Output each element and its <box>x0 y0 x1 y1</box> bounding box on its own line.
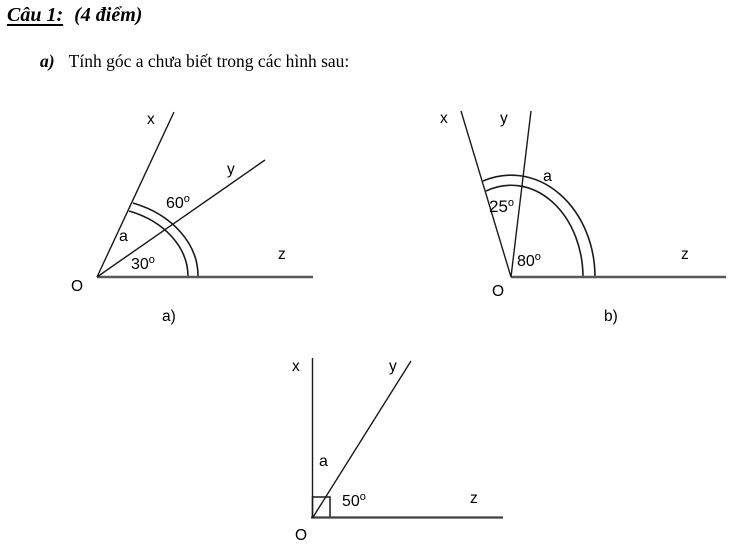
question-heading <box>7 4 142 27</box>
question-line <box>40 51 349 72</box>
angle-80-label: 80$^o$ <box>517 251 541 270</box>
diagram-b-caption: b) <box>604 308 618 325</box>
origin-label: O <box>71 278 84 295</box>
diagram-a-caption: a) <box>162 308 176 325</box>
ray-y-line <box>97 160 265 277</box>
ray-y-label: y <box>500 110 508 127</box>
angle-a-label: a <box>119 228 128 245</box>
angle-50-label: 50$^o$ <box>342 491 366 510</box>
diagram-c <box>240 350 530 545</box>
ray-x-line <box>97 112 174 277</box>
angle-25-label: 25$^o$ <box>489 197 515 216</box>
origin-label: O <box>492 283 505 300</box>
angle-a-label: a <box>319 453 328 470</box>
part-marker: a) <box>40 51 55 71</box>
ray-x-label: x <box>147 111 155 128</box>
ray-x-label: x <box>292 358 300 375</box>
ray-x-label: x <box>440 110 448 127</box>
origin-label: O <box>295 527 308 544</box>
ray-z-label: z <box>470 490 478 507</box>
question-points: (4 điểm) <box>74 4 143 26</box>
ray-z-label: z <box>681 246 689 263</box>
ray-z-label: z <box>278 246 286 263</box>
diagram-a <box>55 100 390 335</box>
diagram-b <box>420 100 734 335</box>
question-text: Tính góc a chưa biết trong các hình sau: <box>68 51 350 71</box>
angle-30-label: 30$^o$ <box>131 254 155 273</box>
angle-60-label: 60$^o$ <box>166 193 190 212</box>
question-number: Câu 1: <box>7 4 64 26</box>
ray-x-line <box>461 111 511 277</box>
angle-a-label: a <box>543 168 552 185</box>
ray-y-label: y <box>389 358 397 375</box>
ray-y-label: y <box>227 161 235 178</box>
